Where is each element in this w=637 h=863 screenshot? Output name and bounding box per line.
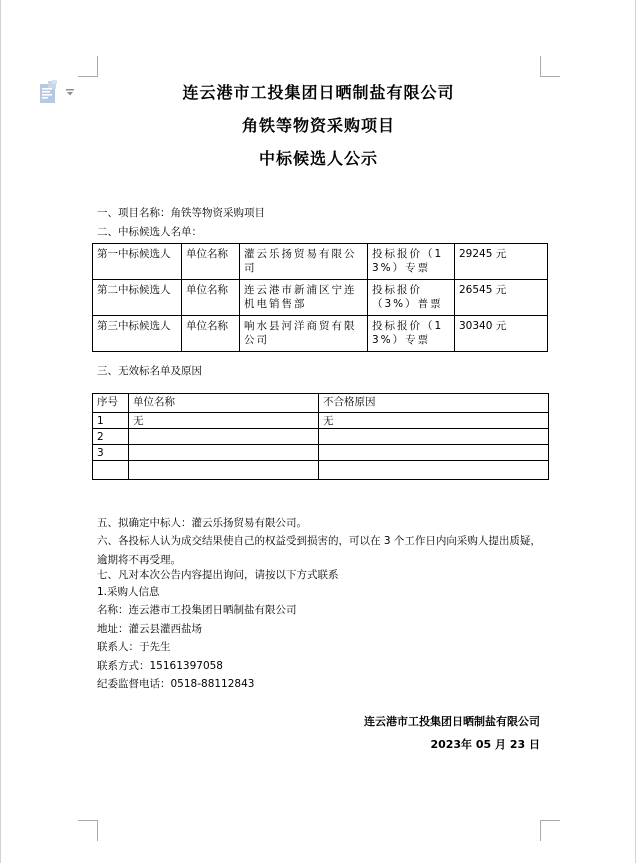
cell-reason (319, 461, 549, 480)
doc-title-company: 连云港市工投集团日晒制盐有限公司 (182, 83, 455, 102)
cell-label: 单位名称 (182, 244, 240, 280)
buyer-info-heading: 1.采购人信息 (97, 586, 160, 598)
margin-corner-bottom-left (78, 820, 98, 841)
cell-company (129, 461, 319, 480)
cell-quote: 投标报价（13%）专票 (368, 244, 455, 280)
cell-company: 响水县河洋商贸有限公司 (240, 316, 368, 352)
contact-info (97, 601, 545, 694)
table-row (93, 280, 548, 316)
paste-options-icon (39, 80, 59, 104)
header-company: 单位名称 (129, 394, 319, 413)
table-row (93, 445, 549, 461)
contact-person: 联系人：于先生 (97, 641, 171, 654)
page-right-edge (635, 0, 636, 863)
doc-title-project: 角铁等物资采购项目 (241, 116, 395, 135)
signature-company: 连云港市工投集团日晒制盐有限公司 (364, 715, 540, 728)
paste-options-button[interactable] (39, 80, 77, 106)
margin-corner-top-right (540, 56, 560, 77)
margin-corner-bottom-right (540, 820, 560, 841)
contact-address: 地址：灌云县灌西盐场 (97, 622, 202, 635)
cell-label: 单位名称 (182, 280, 240, 316)
contact-supervision: 纪委监督电话：0518-88112843 (97, 678, 255, 691)
cell-reason: 无 (319, 413, 549, 429)
cell-rank: 第三中标候选人 (93, 316, 182, 352)
cell-quote: 投标报价（13%）专票 (368, 316, 455, 352)
cell-reason (319, 445, 549, 461)
cell-quote: 投标报价（3%）普票 (368, 280, 455, 316)
signature-date: 2023年 05 月 23 日 (430, 738, 540, 751)
table-row (93, 461, 549, 480)
table-row (93, 429, 549, 445)
signature-block (97, 710, 540, 756)
cell-reason (319, 429, 549, 445)
candidates-table (92, 243, 548, 352)
section-candidates-heading: 二、中标候选人名单： (97, 226, 202, 238)
cell-rank: 第二中标候选人 (93, 280, 182, 316)
header-seq: 序号 (93, 394, 129, 413)
contact-phone: 联系方式：15161397058 (97, 659, 223, 672)
section-invalid-heading: 三、无效标名单及原因 (97, 365, 202, 377)
doc-title-announcement: 中标候选人公示 (258, 149, 378, 168)
dropdown-caret-icon (64, 87, 76, 99)
cell-seq (93, 461, 129, 480)
cell-price: 26545 元 (455, 280, 548, 316)
cell-label: 单位名称 (182, 316, 240, 352)
table-row (93, 316, 548, 352)
cell-price: 30340 元 (455, 316, 548, 352)
table-header-row (93, 394, 549, 413)
cell-price: 29245 元 (455, 244, 548, 280)
margin-corner-top-left (78, 56, 98, 77)
section-winner: 五、拟确定中标人：灌云乐扬贸易有限公司。 (97, 517, 307, 529)
cell-company: 灌云乐扬贸易有限公司 (240, 244, 368, 280)
section-inquiry: 七、凡对本次公告内容提出询问，请按以下方式联系 (97, 569, 339, 581)
cell-company (129, 445, 319, 461)
cell-rank: 第一中标候选人 (93, 244, 182, 280)
section-project-name: 一、项目名称：角铁等物资采购项目 (97, 207, 265, 219)
header-reason: 不合格原因 (319, 394, 549, 413)
section-objection: 六、各投标人认为成交结果使自己的权益受到损害的，可以在 3 个工作日内向采购人提出质疑，逾期将不再受理。 (97, 535, 541, 566)
cell-seq: 3 (93, 445, 129, 461)
cell-company (129, 429, 319, 445)
contact-name: 名称：连云港市工投集团日晒制盐有限公司 (97, 604, 297, 616)
table-row (93, 413, 549, 429)
page-left-edge (0, 0, 1, 863)
cell-seq: 2 (93, 429, 129, 445)
cell-company: 连云港市新浦区宁连机电销售部 (240, 280, 368, 316)
cell-seq: 1 (93, 413, 129, 429)
cell-company: 无 (129, 413, 319, 429)
invalid-bids-table (92, 393, 549, 480)
table-row (93, 244, 548, 280)
